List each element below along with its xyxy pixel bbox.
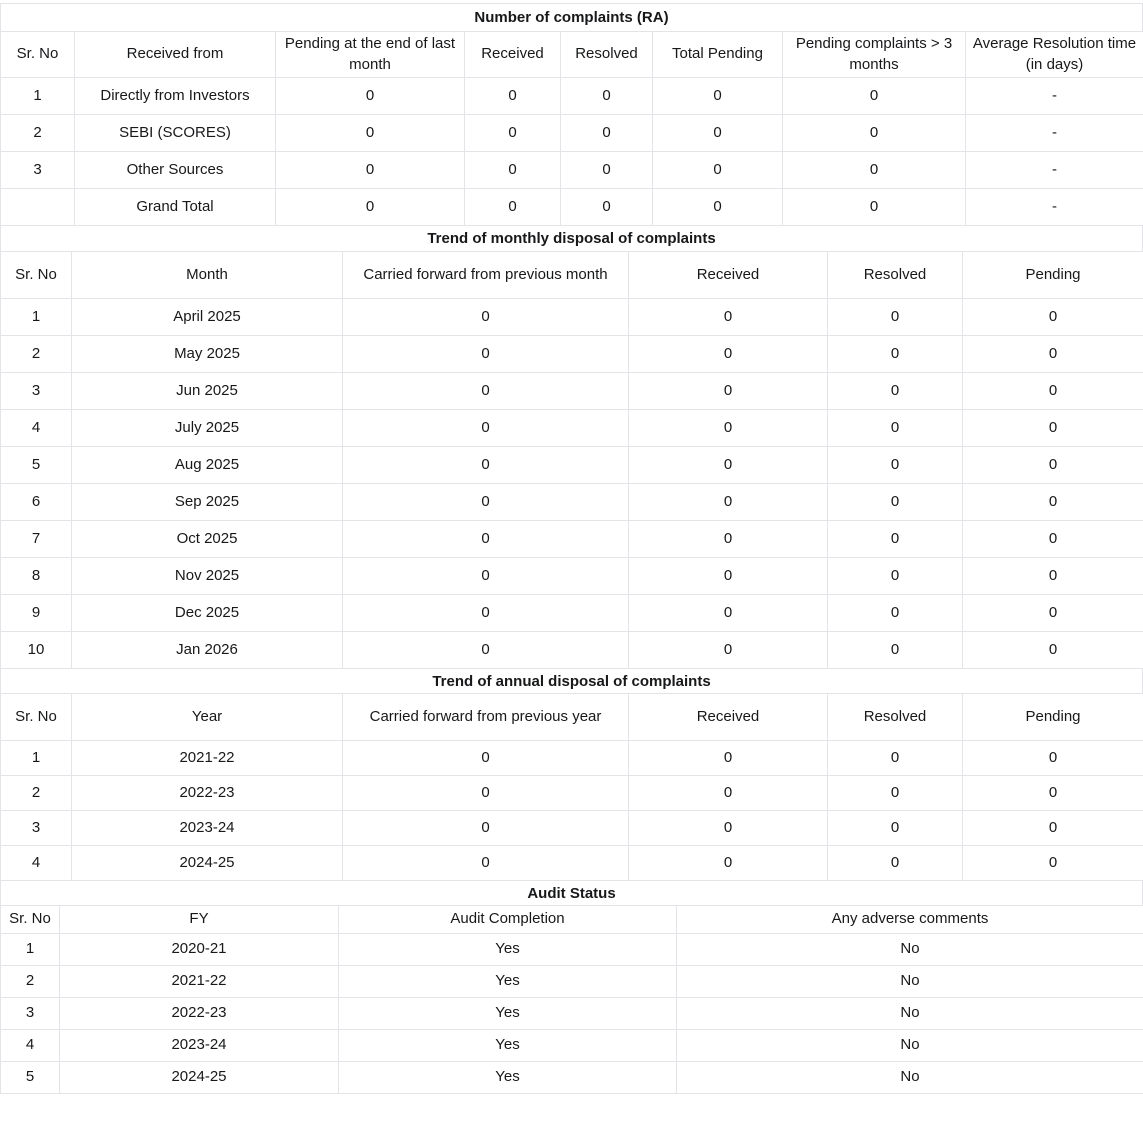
cell: 0 — [343, 595, 629, 632]
cell: 0 — [828, 336, 963, 373]
cell: 2 — [1, 776, 72, 811]
cell: 0 — [828, 595, 963, 632]
cell: Oct 2025 — [72, 521, 343, 558]
cell: 0 — [963, 741, 1143, 776]
cell: No — [677, 1030, 1143, 1062]
cell: 3 — [1, 152, 75, 189]
cell: 0 — [963, 299, 1143, 336]
cell: 1 — [1, 78, 75, 115]
cell: Aug 2025 — [72, 447, 343, 484]
cell: 0 — [653, 115, 783, 152]
cell: 2 — [1, 336, 72, 373]
table-row — [1, 373, 1143, 410]
column-header: Received — [629, 694, 828, 741]
table-row — [1, 934, 1143, 966]
table-row — [1, 595, 1143, 632]
table-audit-status — [0, 905, 1143, 1094]
cell: 2021-22 — [72, 741, 343, 776]
cell: 0 — [963, 846, 1143, 881]
cell: 0 — [465, 78, 561, 115]
cell: 0 — [963, 776, 1143, 811]
cell: - — [966, 115, 1143, 152]
cell: 0 — [963, 521, 1143, 558]
cell: 0 — [343, 776, 629, 811]
cell: No — [677, 998, 1143, 1030]
cell: 0 — [828, 410, 963, 447]
cell: 0 — [465, 189, 561, 226]
cell: 3 — [1, 811, 72, 846]
cell: SEBI (SCORES) — [75, 115, 276, 152]
column-header: Sr. No — [1, 906, 60, 934]
cell: 0 — [629, 558, 828, 595]
cell: 2021-22 — [60, 966, 339, 998]
cell: 0 — [629, 811, 828, 846]
column-header: Received from — [75, 32, 276, 78]
column-header: Sr. No — [1, 252, 72, 299]
table-row — [1, 152, 1143, 189]
table-title-audit-status: Audit Status — [0, 880, 1143, 906]
cell: 0 — [465, 152, 561, 189]
cell: 0 — [963, 410, 1143, 447]
cell: - — [966, 78, 1143, 115]
cell: 2024-25 — [60, 1062, 339, 1094]
cell: 3 — [1, 998, 60, 1030]
header-row — [1, 694, 1143, 741]
column-header: Received — [465, 32, 561, 78]
cell: Nov 2025 — [72, 558, 343, 595]
cell: 0 — [629, 521, 828, 558]
cell: 0 — [828, 811, 963, 846]
column-header: Month — [72, 252, 343, 299]
table-row — [1, 966, 1143, 998]
cell: 2022-23 — [60, 998, 339, 1030]
cell: 0 — [629, 299, 828, 336]
cell: 0 — [783, 115, 966, 152]
table-annual-disposal — [0, 693, 1143, 881]
cell: 0 — [963, 558, 1143, 595]
cell: 4 — [1, 1030, 60, 1062]
table-row — [1, 776, 1143, 811]
cell: 2 — [1, 966, 60, 998]
table-row — [1, 447, 1143, 484]
table-title-number-of-complaints: Number of complaints (RA) — [0, 3, 1143, 32]
cell: 0 — [343, 447, 629, 484]
column-header: Carried forward from previous year — [343, 694, 629, 741]
cell: 10 — [1, 632, 72, 669]
cell: 0 — [343, 410, 629, 447]
cell: April 2025 — [72, 299, 343, 336]
table-row — [1, 632, 1143, 669]
column-header: Sr. No — [1, 694, 72, 741]
cell: 0 — [629, 373, 828, 410]
cell: Yes — [339, 998, 677, 1030]
table-row — [1, 998, 1143, 1030]
header-row — [1, 252, 1143, 299]
cell: 0 — [343, 299, 629, 336]
section-annual-disposal — [0, 668, 1143, 881]
cell: 8 — [1, 558, 72, 595]
cell: 0 — [783, 152, 966, 189]
table-row — [1, 410, 1143, 447]
column-header: Resolved — [828, 252, 963, 299]
cell: 0 — [343, 741, 629, 776]
cell: 0 — [783, 78, 966, 115]
cell: 0 — [343, 846, 629, 881]
cell: July 2025 — [72, 410, 343, 447]
cell: 5 — [1, 447, 72, 484]
cell: 2 — [1, 115, 75, 152]
cell: Jan 2026 — [72, 632, 343, 669]
cell: Yes — [339, 1062, 677, 1094]
cell: 0 — [629, 632, 828, 669]
cell: May 2025 — [72, 336, 343, 373]
cell: 0 — [963, 447, 1143, 484]
cell: Yes — [339, 1030, 677, 1062]
section-monthly-disposal — [0, 225, 1143, 669]
cell: 0 — [276, 115, 465, 152]
cell: 0 — [629, 776, 828, 811]
table-row — [1, 846, 1143, 881]
column-header: FY — [60, 906, 339, 934]
table-row — [1, 521, 1143, 558]
table-row — [1, 336, 1143, 373]
cell: 0 — [343, 558, 629, 595]
column-header: Audit Completion — [339, 906, 677, 934]
cell: 0 — [963, 632, 1143, 669]
cell: 2020-21 — [60, 934, 339, 966]
cell: 0 — [828, 521, 963, 558]
cell: 0 — [629, 447, 828, 484]
column-header: Carried forward from previous month — [343, 252, 629, 299]
cell: 2024-25 — [72, 846, 343, 881]
table-row — [1, 115, 1143, 152]
column-header: Pending at the end of last month — [276, 32, 465, 78]
cell: 0 — [629, 595, 828, 632]
cell: 2023-24 — [72, 811, 343, 846]
cell: 4 — [1, 846, 72, 881]
cell: 2022-23 — [72, 776, 343, 811]
table-row — [1, 1030, 1143, 1062]
cell: Sep 2025 — [72, 484, 343, 521]
cell: No — [677, 1062, 1143, 1094]
cell: 0 — [629, 336, 828, 373]
cell: 0 — [783, 189, 966, 226]
table-row — [1, 484, 1143, 521]
column-header: Year — [72, 694, 343, 741]
column-header: Any adverse comments — [677, 906, 1143, 934]
cell: 0 — [653, 78, 783, 115]
table-title-monthly-disposal: Trend of monthly disposal of complaints — [0, 225, 1143, 252]
cell: 0 — [828, 558, 963, 595]
cell: 1 — [1, 741, 72, 776]
cell: 0 — [343, 811, 629, 846]
column-header: Sr. No — [1, 32, 75, 78]
cell: 0 — [629, 846, 828, 881]
cell: 0 — [561, 152, 653, 189]
cell: - — [966, 152, 1143, 189]
header-row — [1, 32, 1143, 78]
cell: 0 — [629, 741, 828, 776]
cell: Jun 2025 — [72, 373, 343, 410]
cell: Yes — [339, 934, 677, 966]
column-header: Pending — [963, 694, 1143, 741]
table-row — [1, 558, 1143, 595]
cell: 0 — [828, 299, 963, 336]
cell: 0 — [629, 484, 828, 521]
cell: 0 — [828, 846, 963, 881]
header-row — [1, 906, 1143, 934]
cell: 2023-24 — [60, 1030, 339, 1062]
cell: 0 — [343, 632, 629, 669]
cell: 0 — [963, 373, 1143, 410]
column-header: Resolved — [828, 694, 963, 741]
cell: 0 — [343, 521, 629, 558]
cell: Grand Total — [75, 189, 276, 226]
cell: No — [677, 966, 1143, 998]
cell: 0 — [828, 373, 963, 410]
cell: 0 — [343, 484, 629, 521]
table-row — [1, 78, 1143, 115]
cell: 4 — [1, 410, 72, 447]
cell: No — [677, 934, 1143, 966]
cell: 3 — [1, 373, 72, 410]
cell: 0 — [653, 152, 783, 189]
column-header: Average Resolution time (in days) — [966, 32, 1143, 78]
cell: 1 — [1, 299, 72, 336]
cell: 1 — [1, 934, 60, 966]
cell: Yes — [339, 966, 677, 998]
column-header: Resolved — [561, 32, 653, 78]
table-row — [1, 189, 1143, 226]
cell: 0 — [561, 115, 653, 152]
section-audit-status — [0, 880, 1143, 1094]
cell: 0 — [276, 78, 465, 115]
table-monthly-disposal — [0, 251, 1143, 669]
table-row — [1, 741, 1143, 776]
cell: Other Sources — [75, 152, 276, 189]
cell: 0 — [828, 484, 963, 521]
cell: 0 — [561, 78, 653, 115]
cell: 0 — [343, 336, 629, 373]
cell: 0 — [276, 152, 465, 189]
cell: 0 — [465, 115, 561, 152]
cell: 0 — [828, 447, 963, 484]
table-row — [1, 1062, 1143, 1094]
section-number-of-complaints — [0, 3, 1143, 226]
cell: 0 — [963, 484, 1143, 521]
cell: - — [966, 189, 1143, 226]
cell: 0 — [653, 189, 783, 226]
column-header: Total Pending — [653, 32, 783, 78]
cell: Directly from Investors — [75, 78, 276, 115]
cell: 0 — [963, 595, 1143, 632]
table-title-annual-disposal: Trend of annual disposal of complaints — [0, 668, 1143, 694]
cell: 7 — [1, 521, 72, 558]
cell: 9 — [1, 595, 72, 632]
column-header: Pending — [963, 252, 1143, 299]
cell — [1, 189, 75, 226]
cell: 0 — [276, 189, 465, 226]
cell: 0 — [828, 741, 963, 776]
table-number-of-complaints — [0, 31, 1143, 226]
cell: 0 — [963, 336, 1143, 373]
cell: 5 — [1, 1062, 60, 1094]
cell: 0 — [561, 189, 653, 226]
cell: 0 — [629, 410, 828, 447]
table-row — [1, 811, 1143, 846]
cell: 0 — [828, 632, 963, 669]
cell: 0 — [828, 776, 963, 811]
cell: 6 — [1, 484, 72, 521]
cell: 0 — [963, 811, 1143, 846]
column-header: Pending complaints > 3 months — [783, 32, 966, 78]
cell: Dec 2025 — [72, 595, 343, 632]
table-row — [1, 299, 1143, 336]
cell: 0 — [343, 373, 629, 410]
column-header: Received — [629, 252, 828, 299]
